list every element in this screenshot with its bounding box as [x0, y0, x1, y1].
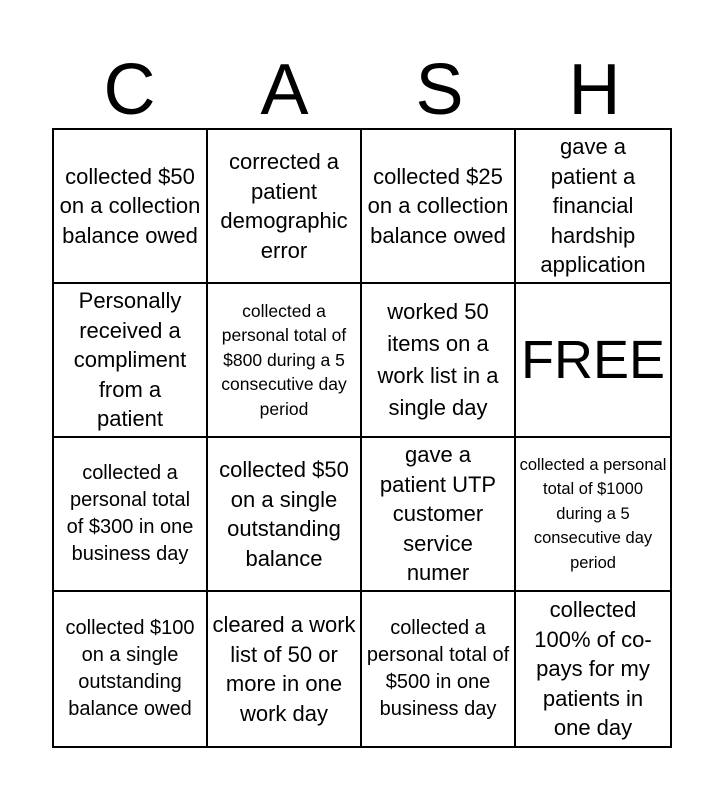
bingo-cell-text: collected $50 on a collection balance owed: [59, 163, 201, 248]
free-space: FREE: [520, 330, 666, 390]
bingo-cell-r2-c4[interactable]: [516, 284, 670, 438]
bingo-cell-r1-c4[interactable]: [516, 130, 670, 284]
header-letter-c: C: [103, 50, 156, 130]
bingo-cell-r3-c2[interactable]: [208, 438, 362, 592]
bingo-cell-r4-c3[interactable]: [362, 592, 516, 746]
header-letter-h: H: [568, 50, 621, 130]
bingo-cell-text: collected a personal total of $300 in one business day: [66, 462, 194, 565]
bingo-cell-r3-c1[interactable]: [54, 438, 208, 592]
bingo-cell-r4-c1[interactable]: [54, 592, 208, 746]
bingo-header: [52, 52, 672, 128]
bingo-cell-text: gave a patient UTP customer service numer: [379, 442, 497, 586]
bingo-cell-r2-c3[interactable]: [362, 284, 516, 438]
bingo-cell-text: collected $50 on a single outstanding balance: [219, 457, 349, 571]
bingo-cell-text: collected $25 on a collection balance owed: [367, 163, 509, 248]
bingo-cell-text: collected 100% of co-pays for my patients in one day: [534, 597, 652, 741]
header-letter-s: S: [415, 50, 464, 130]
bingo-cell-r3-c3[interactable]: [362, 438, 516, 592]
header-letter-a: A: [260, 50, 309, 130]
bingo-cell-r4-c4[interactable]: [516, 592, 670, 746]
bingo-cell-text: cleared a work list of 50 or more in one work day: [212, 612, 356, 726]
bingo-cell-text: collected a personal total of $1000 during a 5 consecutive day period: [519, 455, 667, 572]
bingo-cell-text: collected a personal total of $500 in one business day: [366, 617, 510, 720]
bingo-board: [52, 128, 672, 748]
bingo-cell-r4-c2[interactable]: [208, 592, 362, 746]
bingo-cell-text: collected $100 on a single outstanding balance owed: [65, 617, 195, 720]
bingo-cell-text: Personally received a compliment from a patient: [73, 288, 187, 432]
bingo-cell-text: worked 50 items on a work list in a single day: [377, 299, 499, 420]
bingo-cell-r2-c1[interactable]: [54, 284, 208, 438]
bingo-cell-r1-c1[interactable]: [54, 130, 208, 284]
bingo-cell-r1-c3[interactable]: [362, 130, 516, 284]
bingo-cell-text: collected a personal total of $800 during a 5 consecutive day period: [221, 300, 347, 419]
bingo-cell-text: corrected a patient demographic error: [220, 149, 348, 263]
bingo-cell-r1-c2[interactable]: [208, 130, 362, 284]
bingo-cell-r3-c4[interactable]: [516, 438, 670, 592]
bingo-cell-r2-c2[interactable]: [208, 284, 362, 438]
bingo-cell-text: gave a patient a financial hardship application: [540, 134, 646, 278]
